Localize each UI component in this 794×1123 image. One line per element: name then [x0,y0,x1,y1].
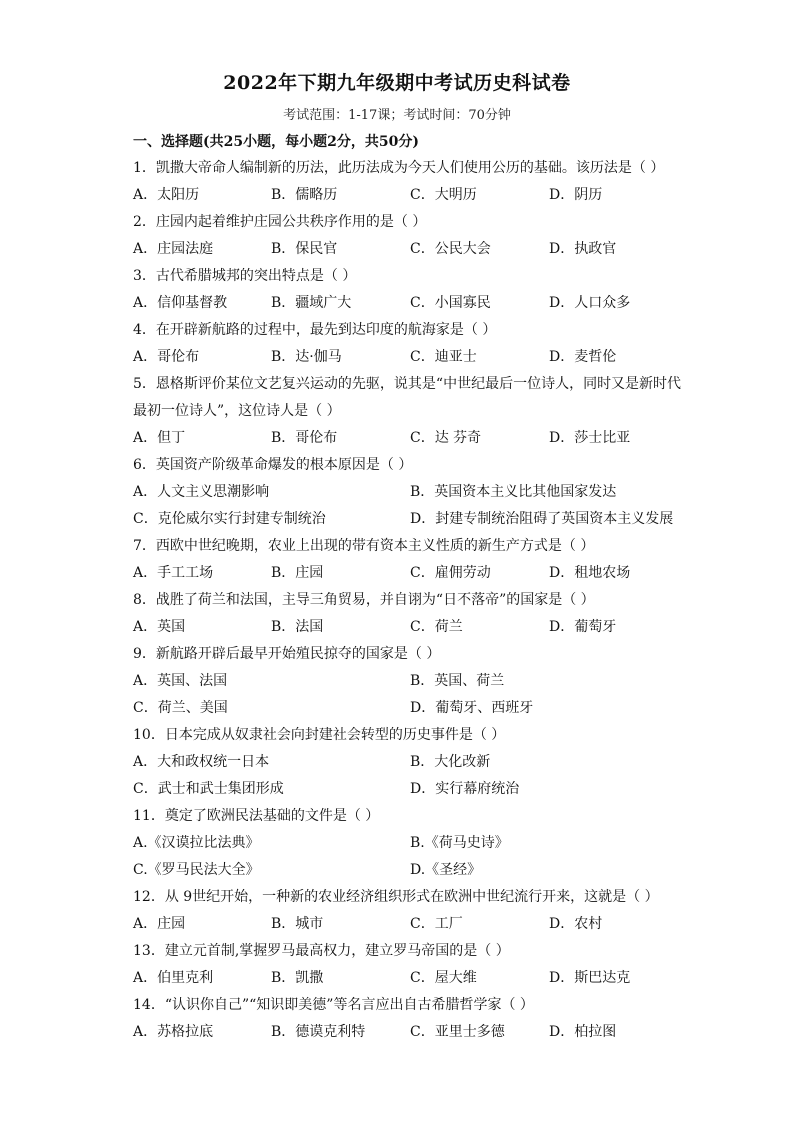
question [133,641,693,722]
answer-option: C．迪亚士 [410,349,477,365]
answer-option: D．阴历 [549,187,603,203]
option-row [133,965,693,992]
answer-option: B．达·伽马 [271,349,342,365]
question-stem: 8．战胜了荷兰和法国，主导三角贸易，并自诩为“日不落帝”的国家是（ ） [133,592,595,608]
option-row [133,911,693,938]
answer-option: C．武士和武士集团形成 [133,781,284,797]
answer-option: B．哥伦布 [271,430,338,446]
question [133,587,693,641]
answer-option: A．英国 [133,619,186,635]
answer-option: A．哥伦布 [133,349,200,365]
question [133,884,693,938]
question [133,533,693,587]
question-stem: 14．“认识你自己”“知识即美德”等名言应出自古希腊哲学家（ ） [133,997,534,1013]
option-row [133,857,693,884]
option-row [133,668,693,695]
answer-option: A．手工工场 [133,565,214,581]
option-row [133,425,693,452]
question-stem: 1．凯撒大帝命人编制新的历法，此历法成为今天人们使用公历的基础。该历法是（ ） [133,160,665,176]
question [133,938,693,992]
answer-option: C．大明历 [410,187,477,203]
option-row [133,506,693,533]
answer-option: D．实行幕府统治 [410,781,520,797]
question-stem: 11．奠定了欧洲民法基础的文件是（ ） [133,808,380,824]
answer-option: C．亚里士多德 [410,1024,505,1040]
answer-option: B．法国 [271,619,324,635]
answer-option: D．封建专制统治阻碍了英国资本主义发展 [410,511,674,527]
answer-option: B．英国、荷兰 [410,673,505,689]
answer-option: B．儒略历 [271,187,338,203]
answer-option: A．苏格拉底 [133,1024,214,1040]
exam-title: 2022年下期九年级期中考试历史科试卷 [223,72,571,94]
answer-option: C．克伦威尔实行封建专制统治 [133,511,326,527]
option-row [133,1019,693,1046]
answer-option: A.《汉谟拉比法典》 [133,835,260,851]
answer-option: A．人文主义思潮影响 [133,484,270,500]
option-row [133,749,693,776]
question [133,452,693,533]
question [133,803,693,884]
answer-option: D.《圣经》 [410,862,482,878]
answer-option: D．葡萄牙 [549,619,617,635]
answer-option: D．斯巴达克 [549,970,631,986]
option-row [133,182,693,209]
answer-option: B．英国资本主义比其他国家发达 [410,484,617,500]
answer-option: A．庄园法庭 [133,241,214,257]
answer-option: A．信仰基督教 [133,295,228,311]
option-row [133,830,693,857]
question-stem: 3．古代希腊城邦的突出特点是（ ） [133,268,357,284]
question [133,209,693,263]
answer-option: D．葡萄牙、西班牙 [410,700,534,716]
answer-option: A．但丁 [133,430,186,446]
answer-option: C．工厂 [410,916,463,932]
question-stem: 6．英国资产阶级革命爆发的根本原因是（ ） [133,457,413,473]
option-row [133,560,693,587]
answer-option: C．达 芬奇 [410,430,482,446]
question [133,263,693,317]
answer-option: B．城市 [271,916,324,932]
answer-option: B．凯撒 [271,970,324,986]
option-row [133,344,693,371]
question-stem: 12．从 9世纪开始，一种新的农业经济组织形式在欧洲中世纪流行开来，这就是（ ） [133,889,659,905]
answer-option: B．大化改新 [410,754,491,770]
answer-option: D．人口众多 [549,295,631,311]
answer-option: B．德谟克利特 [271,1024,366,1040]
answer-option: B．疆域广大 [271,295,352,311]
question [133,992,693,1046]
answer-option: D．农村 [549,916,603,932]
answer-option: D．租地农场 [549,565,631,581]
question [133,317,693,371]
answer-option: A．大和政权统一日本 [133,754,270,770]
answer-option: A．伯里克利 [133,970,214,986]
question-stem: 10．日本完成从奴隶社会向封建社会转型的历史事件是（ ） [133,727,506,743]
answer-option: C．屋大维 [410,970,477,986]
answer-option: D．麦哲伦 [549,349,617,365]
answer-option: C．荷兰、美国 [133,700,228,716]
answer-option: A．英国、法国 [133,673,228,689]
section-heading: 一、选择题(共25小题，每小题2分，共50分) [133,134,419,150]
option-row [133,290,693,317]
question-stem: 5．恩格斯评价某位文艺复兴运动的先驱，说其是“中世纪最后一位诗人，同时又是新时代最初一位诗人”，这位诗人是（ ） [133,376,682,419]
answer-option: C．公民大会 [410,241,491,257]
question [133,155,693,209]
answer-option: A．庄园 [133,916,186,932]
question-stem: 9．新航路开辟后最早开始殖民掠夺的国家是（ ） [133,646,441,662]
option-row [133,614,693,641]
question-stem: 2．庄园内起着维护庄园公共秩序作用的是（ ） [133,214,427,230]
question-stem: 4．在开辟新航路的过程中，最先到达印度的航海家是（ ） [133,322,497,338]
exam-subtitle: 考试范围：1-17课；考试时间：70分钟 [283,108,511,123]
question-stem: 13．建立元首制,掌握罗马最高权力，建立罗马帝国的是（ ） [133,943,510,959]
answer-option: D．柏拉图 [549,1024,617,1040]
answer-option: C．雇佣劳动 [410,565,491,581]
question-list [133,155,693,1046]
option-row [133,479,693,506]
question [133,722,693,803]
answer-option: C.《罗马民法大全》 [133,862,260,878]
option-row [133,776,693,803]
answer-option: C．小国寡民 [410,295,491,311]
question-stem: 7．西欧中世纪晚期，农业上出现的带有资本主义性质的新生产方式是（ ） [133,538,595,554]
answer-option: B．保民官 [271,241,338,257]
answer-option: B.《荷马史诗》 [410,835,509,851]
answer-option: B．庄园 [271,565,324,581]
question [133,371,693,452]
answer-option: C．荷兰 [410,619,463,635]
option-row [133,236,693,263]
answer-option: A．太阳历 [133,187,200,203]
answer-option: D．莎士比亚 [549,430,631,446]
option-row [133,695,693,722]
answer-option: D．执政官 [549,241,617,257]
